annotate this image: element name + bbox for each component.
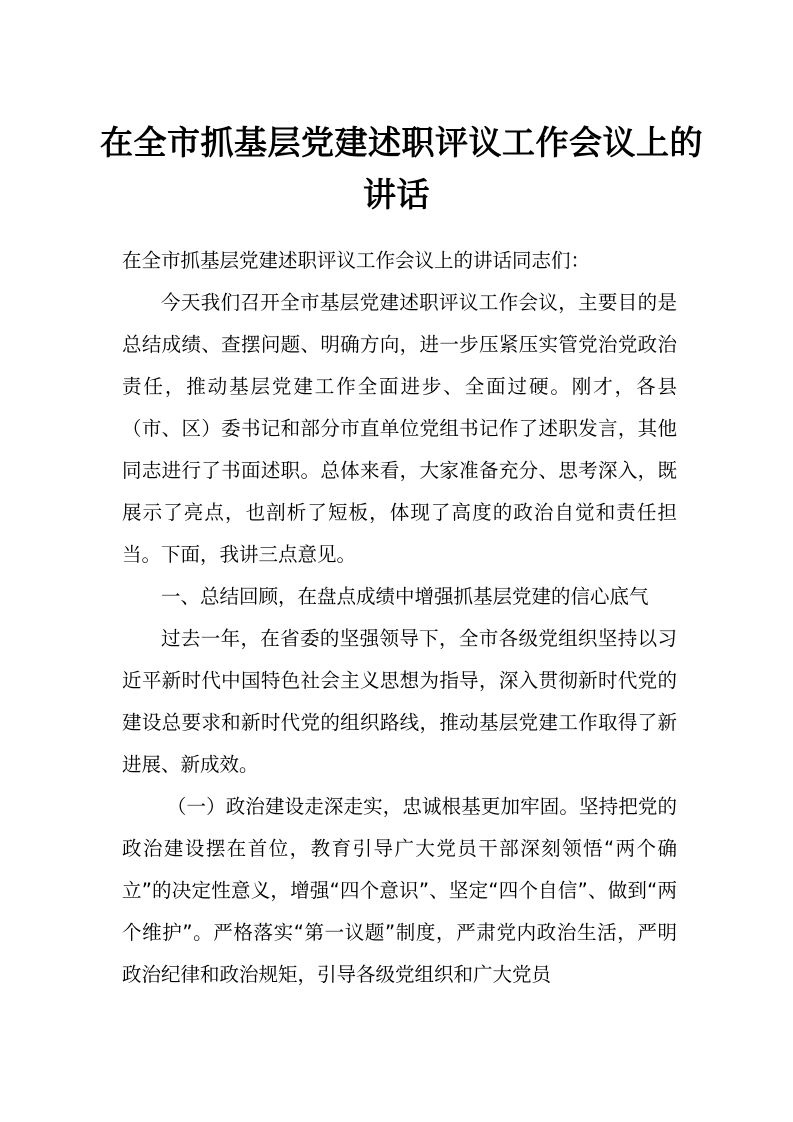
intro-paragraph: 今天我们召开全市基层党建述职评议工作会议，主要目的是总结成绩、查摆问题、明确方向，进一步压紧压实管党治党政治责任，推动基层党建工作全面进步、全面过硬。刚才，各县（市、区）委书记和部分市直单位党组书记作了述职发言，其他同志进行了书面述职。总体来看，大家准备充分、思考深入，既展示了亮点，也剖析了短板，体现了高度的政治自觉和责任担当。下面，我讲三点意见。 [122,291,677,566]
review-paragraph: 过去一年，在省委的坚强领导下，全市各级党组织坚持以习近平新时代中国特色社会主义思想为指导，深入贯彻新时代党的建设总要求和新时代党的组织路线，推动基层党建工作取得了新进展、新成效。 [122,627,677,776]
document-body [122,240,677,996]
section-heading-1: 一、总结回顾，在盘点成绩中增强抓基层党建的信心底气 [161,585,649,608]
greeting-line: 在全市抓基层党建述职评议工作会议上的讲话同志们： [122,249,591,272]
document-title-line-1: 在全市抓基层党建述职评议工作会议上的 [100,123,703,162]
document-title-line-2: 讲话 [363,175,430,214]
political-building-paragraph: （一）政治建设走深走实，忠诚根基更加牢固。坚持把党的政治建设摆在首位，教育引导广大党员干部深刻领悟“两个确立”的决定性意义，增强“四个意识”、坚定“四个自信”、做到“两个维护”。严格落实“第一议题”制度，严肃党内政治生活，严明政治纪律和政治规矩，引导各级党组织和广大党员 [122,795,677,986]
